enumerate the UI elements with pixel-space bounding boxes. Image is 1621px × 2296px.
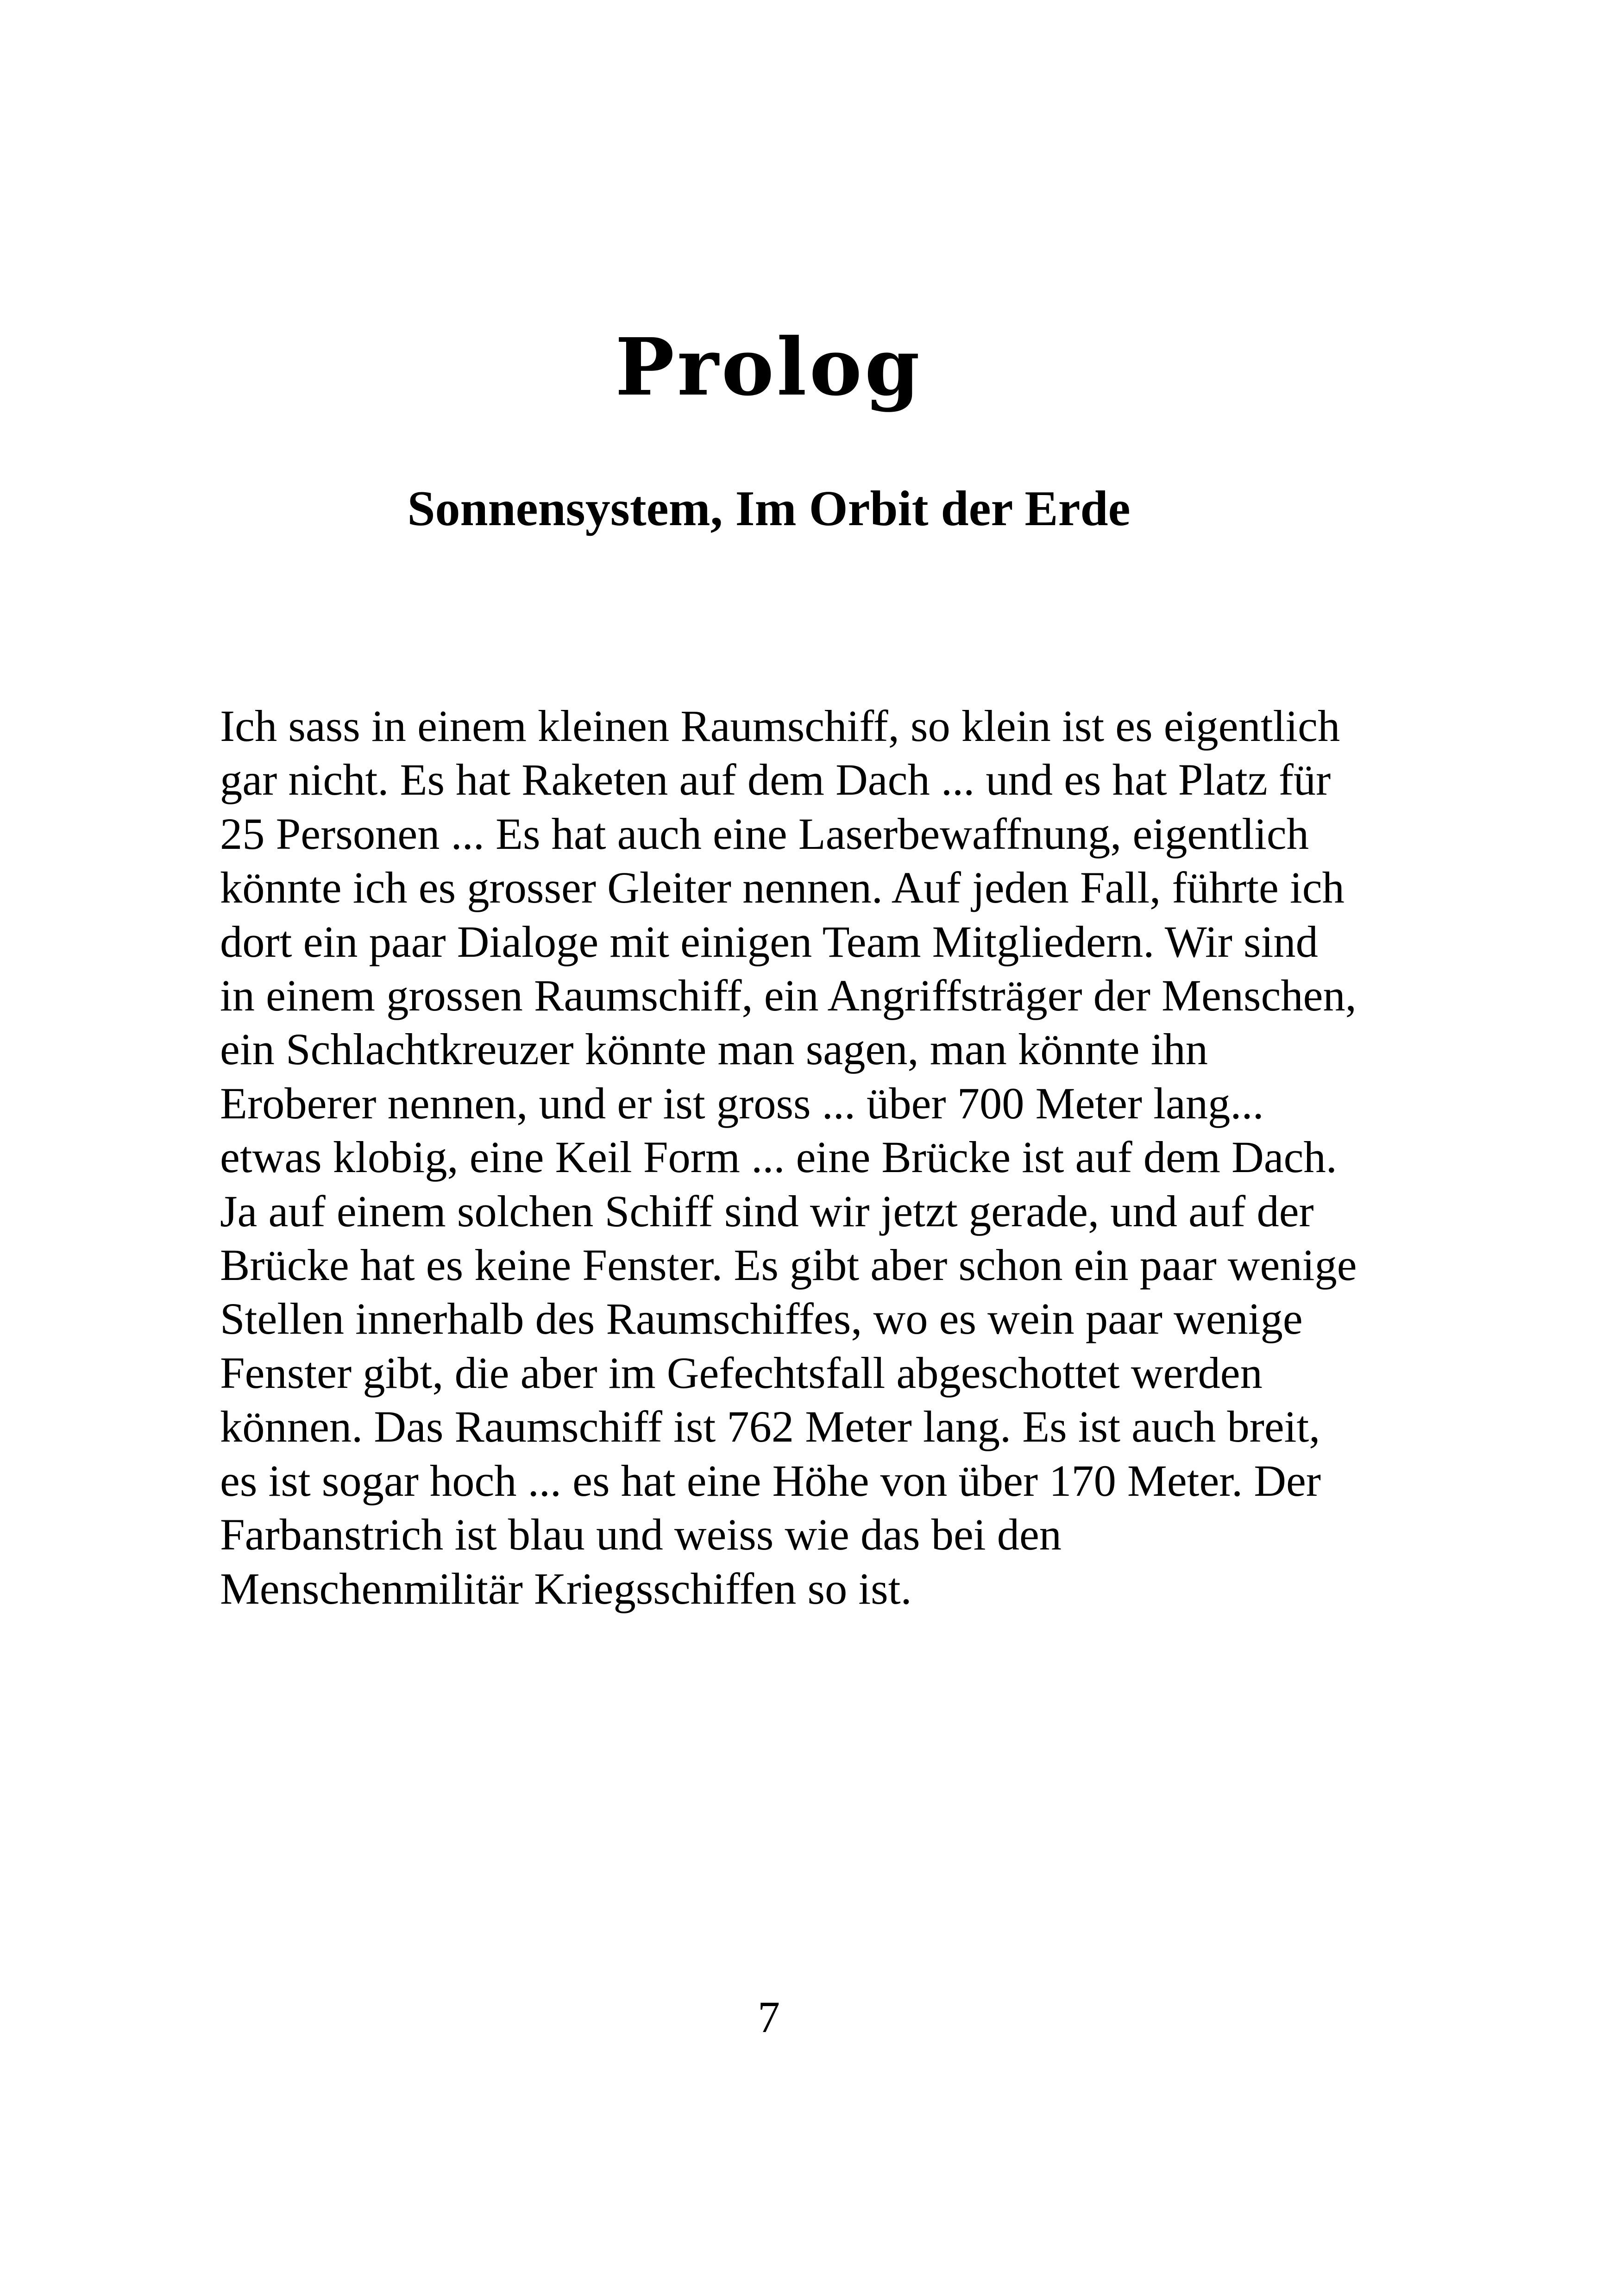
body-line: könnte ich es grosser Gleiter nennen. Auf jeden Fall, führte ich	[220, 863, 1345, 913]
body-line: Menschenmilitär Kriegsschiffen so ist.	[220, 1563, 912, 1613]
body-line: Ja auf einem solchen Schiff sind wir jetzt gerade, und auf der	[220, 1186, 1314, 1236]
body-line: Fenster gibt, die aber im Gefechtsfall abgeschottet werden	[220, 1348, 1263, 1398]
body-line: ein Schlachtkreuzer könnte man sagen, man könnte ihn	[220, 1024, 1208, 1074]
body-line: Stellen innerhalb des Raumschiffes, wo es wein paar wenige	[220, 1294, 1303, 1344]
body-line: es ist sogar hoch ... es hat eine Höhe von über 170 Meter. Der	[220, 1455, 1321, 1506]
body-line: können. Das Raumschiff ist 762 Meter lang. Es ist auch breit,	[220, 1402, 1320, 1452]
body-line: Farbanstrich ist blau und weiss wie das bei den	[220, 1510, 1062, 1560]
body-line: etwas klobig, eine Keil Form ... eine Brücke ist auf dem Dach.	[220, 1132, 1337, 1182]
body-line: Brücke hat es keine Fenster. Es gibt aber schon ein paar wenige	[220, 1240, 1357, 1290]
body-line: Eroberer nennen, und er ist gross ... über 700 Meter lang...	[220, 1078, 1264, 1128]
body-line: 25 Personen ... Es hat auch eine Laserbewaffnung, eigentlich	[220, 809, 1309, 859]
chapter-subtitle: Sonnensystem, Im Orbit der Erde	[407, 481, 1131, 536]
body-line: in einem grossen Raumschiff, ein Angriffsträger der Menschen,	[220, 971, 1357, 1021]
body-line: dort ein paar Dialoge mit einigen Team Mitgliedern. Wir sind	[220, 916, 1318, 966]
page-number: 7	[758, 1992, 780, 2042]
body-line: gar nicht. Es hat Raketen auf dem Dach ... und es hat Platz für	[220, 755, 1331, 805]
body-line: Ich sass in einem kleinen Raumschiff, so klein ist es eigentlich	[220, 701, 1340, 751]
chapter-title: Prolog	[615, 321, 923, 414]
body-paragraph	[220, 699, 1424, 1616]
